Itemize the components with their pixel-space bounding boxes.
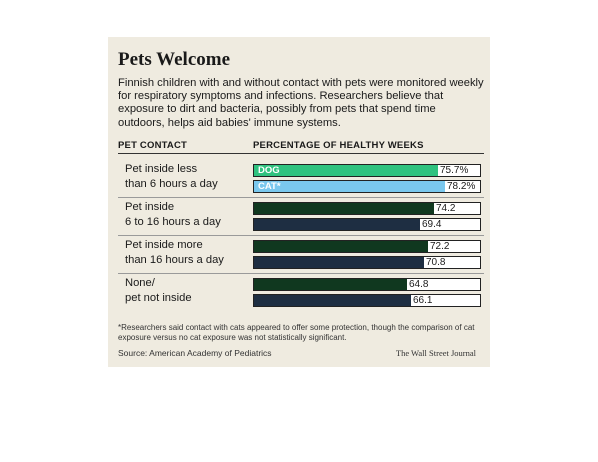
dog-bar bbox=[254, 203, 434, 214]
series-legend-label: CAT* bbox=[258, 181, 281, 192]
category-label bbox=[125, 162, 250, 192]
series-legend-label: DOG bbox=[258, 165, 280, 176]
x-axis-header: PERCENTAGE OF HEALTHY WEEKS bbox=[253, 140, 424, 151]
category-label bbox=[125, 276, 250, 306]
bar-track bbox=[253, 164, 481, 177]
category-label-line: 6 to 16 hours a day bbox=[125, 216, 221, 228]
bar-value-label: 70.8 bbox=[426, 257, 446, 268]
chart-title: Pets Welcome bbox=[118, 49, 231, 70]
bar-track bbox=[253, 240, 481, 253]
group-separator bbox=[118, 273, 484, 274]
category-label bbox=[125, 238, 250, 268]
bar-track bbox=[253, 180, 481, 193]
dog-bar bbox=[254, 165, 438, 176]
y-axis-header: PET CONTACT bbox=[118, 140, 188, 151]
category-label-line: Pet inside less bbox=[125, 163, 198, 175]
cat-bar bbox=[254, 219, 420, 230]
bar-track bbox=[253, 278, 481, 291]
bar-track bbox=[253, 294, 481, 307]
chart-description: Finnish children with and without contact with pets were monitored weekly for respiratory symptoms and infections. Researchers believe that exposure to dirt and bacteria, possibly from pets that spend time outdoors, helps aid babies' immune systems. bbox=[118, 77, 484, 129]
bar-value-label: 75.7% bbox=[440, 165, 469, 176]
category-label-line: than 6 hours a day bbox=[125, 178, 218, 190]
source-note: Source: American Academy of Pediatrics bbox=[118, 348, 272, 358]
dog-bar bbox=[254, 241, 428, 252]
group-separator bbox=[118, 197, 484, 198]
category-label bbox=[125, 200, 250, 230]
bar-value-label: 72.2 bbox=[430, 241, 450, 252]
category-label-line: than 16 hours a day bbox=[125, 254, 224, 266]
dog-bar bbox=[254, 279, 407, 290]
bar-track bbox=[253, 218, 481, 231]
footnote: *Researchers said contact with cats appeared to offer some protection, though the comparison of cat exposure versus no cat exposure was not statistically significant. bbox=[118, 323, 475, 342]
cat-bar bbox=[254, 295, 411, 306]
bar-value-label: 66.1 bbox=[413, 295, 433, 306]
bar-value-label: 69.4 bbox=[422, 219, 442, 230]
bar-track bbox=[253, 256, 481, 269]
group-separator bbox=[118, 235, 484, 236]
bar-track bbox=[253, 202, 481, 215]
category-label-line: None/ bbox=[125, 277, 155, 289]
category-label-line: Pet inside bbox=[125, 201, 175, 213]
category-label-line: Pet inside more bbox=[125, 239, 203, 251]
bar-value-label: 78.2% bbox=[447, 181, 476, 192]
bar-value-label: 74.2 bbox=[436, 203, 456, 214]
category-label-line: pet not inside bbox=[125, 292, 192, 304]
cat-bar bbox=[254, 181, 445, 192]
chart-panel bbox=[108, 37, 490, 367]
header-rule bbox=[118, 153, 484, 154]
bar-value-label: 64.8 bbox=[409, 279, 429, 290]
publisher-credit: The Wall Street Journal bbox=[395, 348, 476, 358]
cat-bar bbox=[254, 257, 424, 268]
